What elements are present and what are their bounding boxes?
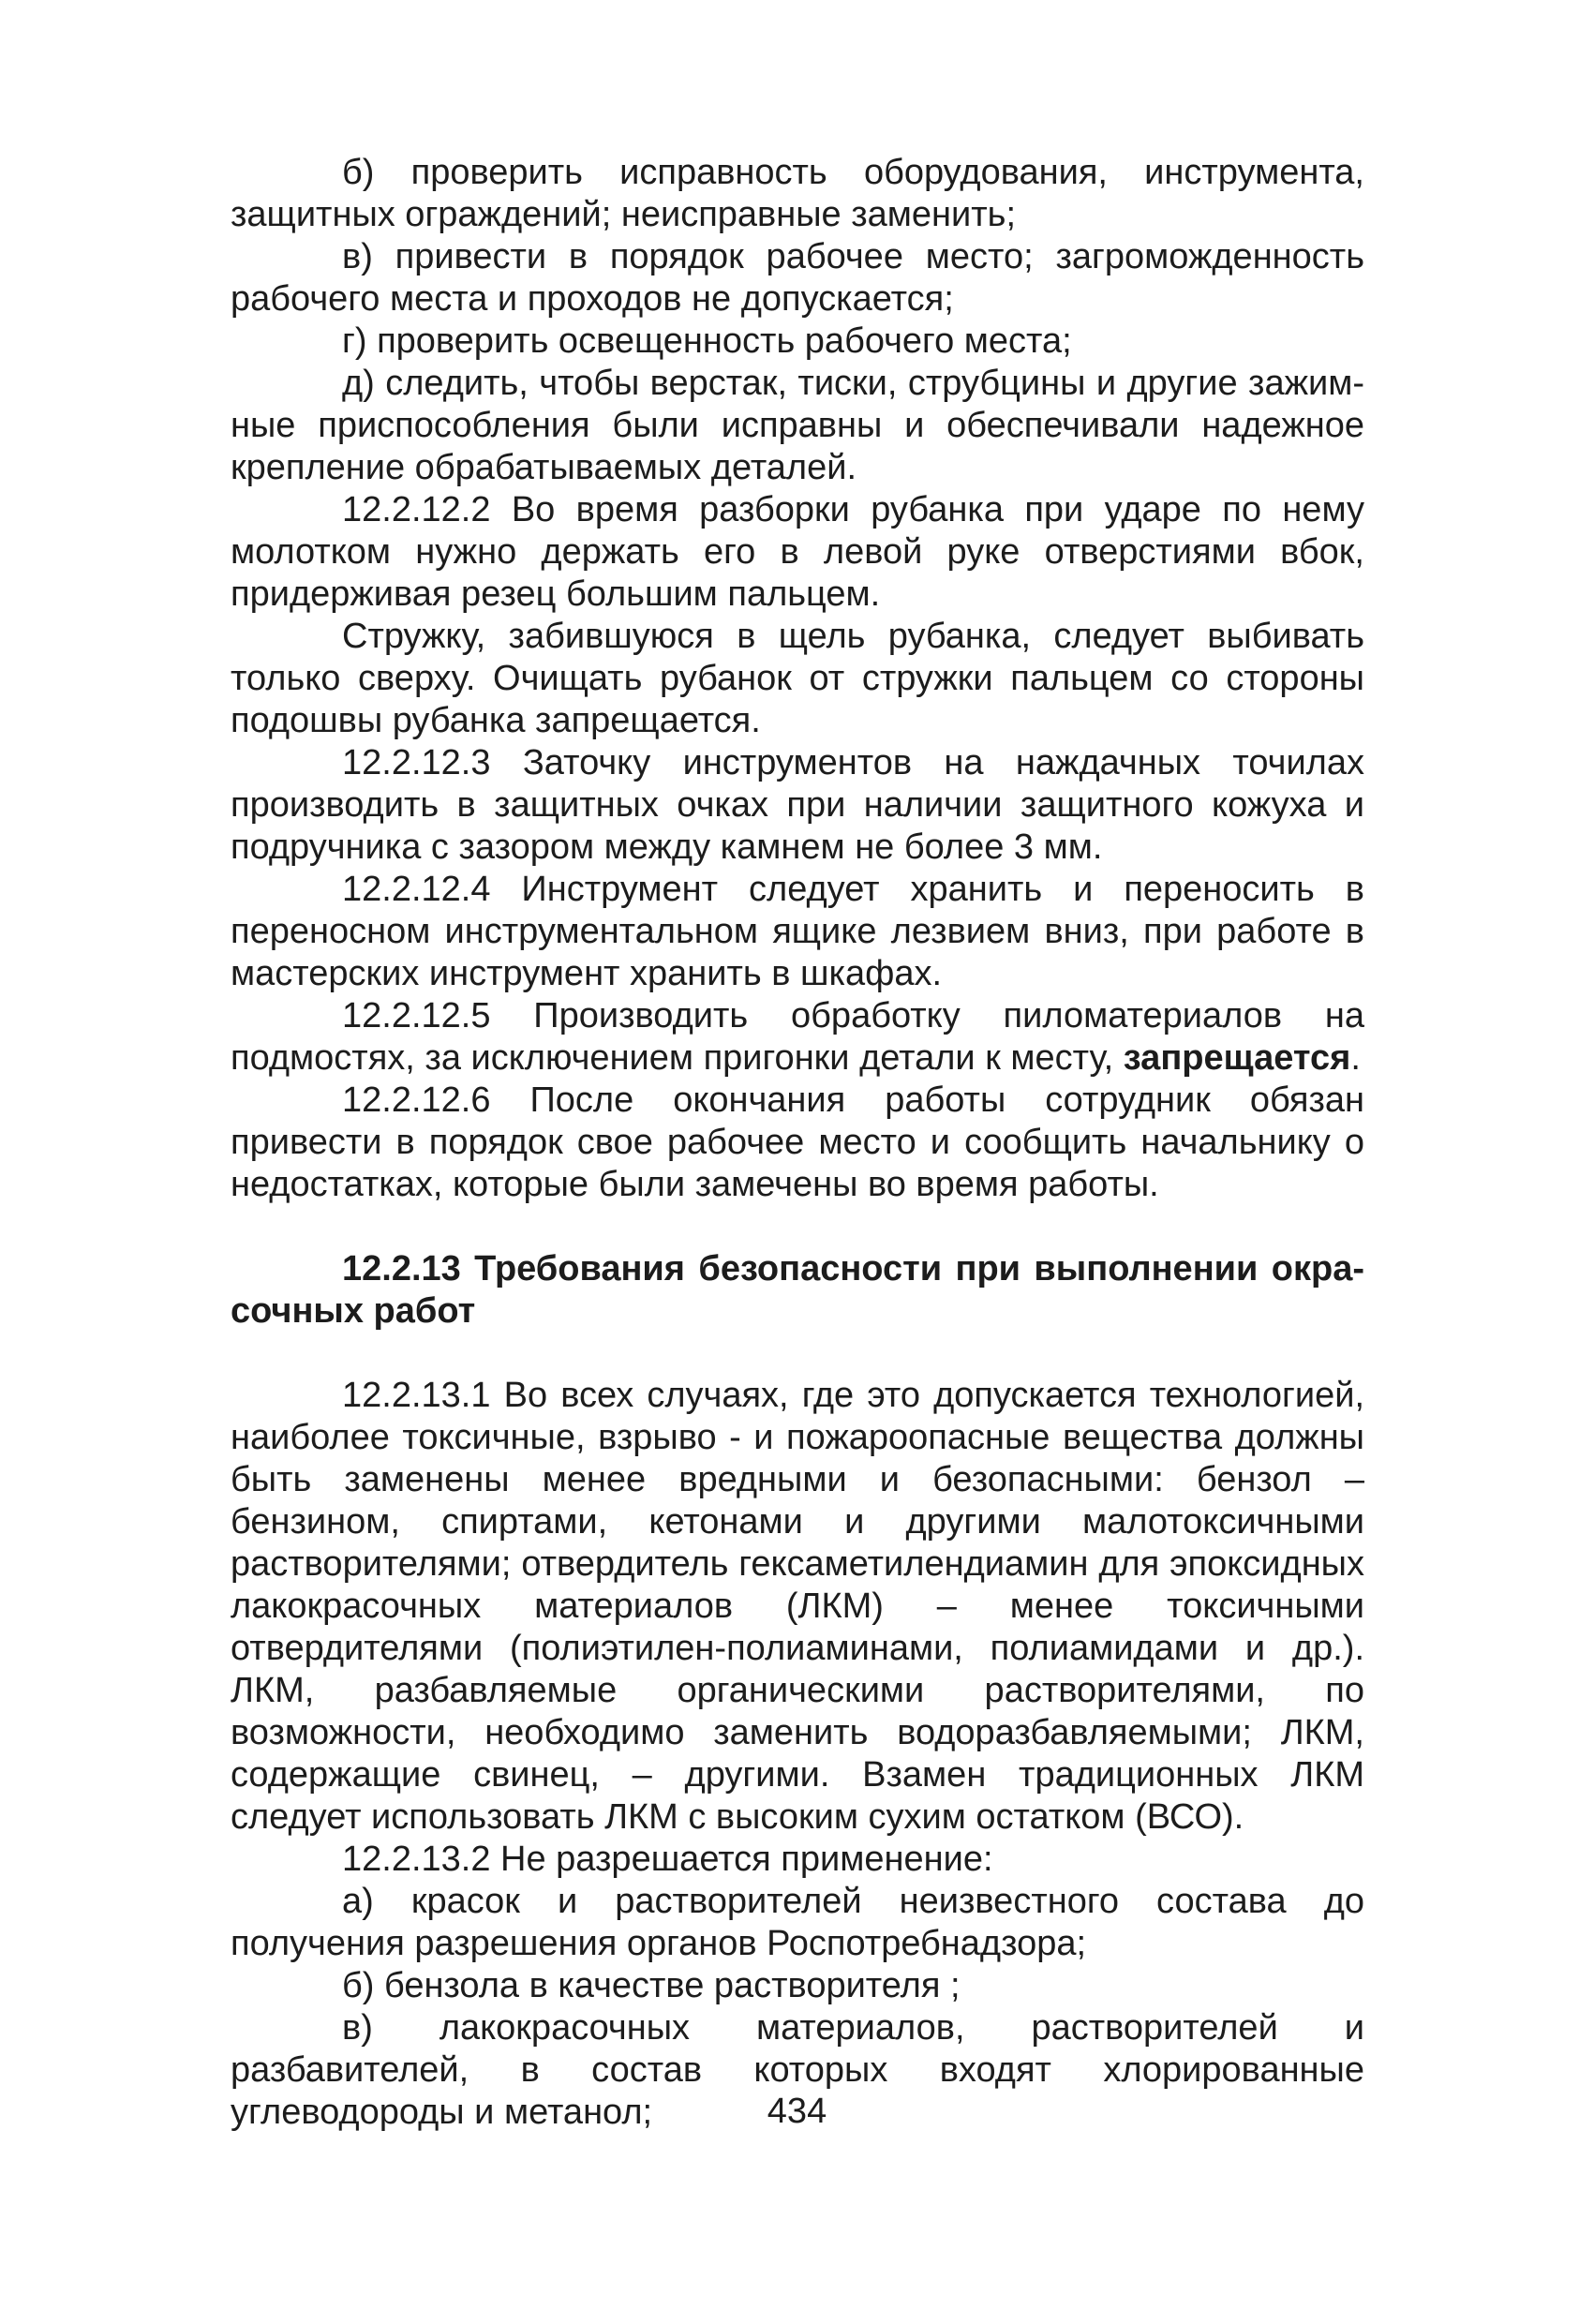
- paragraph-shavings: Стружку, забившуюся в щель рубанка, следует выбивать только сверху. Очищать рубанок от стружки пальцем со стороны подошвы рубанка запрещается.: [231, 617, 1364, 740]
- paragraph-12-2-13-1: 12.2.13.1 Во всех случаях, где это допускается технологией, наиболее токсичные, взрыво - и пожароопасные вещества должны быть заменены менее вредными и безопасными: бензол – бензином, спиртами, кетонами и другими малотоксичными растворителями; отвердитель гексаметилендиамин для эпоксидных лакокрасочных материалов (ЛКМ) – менее токсичными отвердителями (полиэтилен-полиаминами, полиамидами и др.). ЛКМ, разбавляемые органическими растворителями, по возможности, необходимо заменить водоразбавляемыми; ЛКМ, содержащие свинец, – другими. Взамен традиционных ЛКМ следует использовать ЛКМ с высоким сухим остатком (ВСО).: [231, 1376, 1364, 1837]
- paragraph-12-2-12-5-text: 12.2.12.5 Производить обработку пиломатериалов на подмостях, за исключением пригонки детали к месту,: [231, 996, 1364, 1078]
- prohibited-emphasis: запрещается: [1123, 1038, 1351, 1078]
- paragraph-item-v: в) привести в порядок рабочее место; загроможденность рабочего места и проходов не допускается;: [231, 237, 1364, 319]
- paragraph-item-b2: б) бензола в качестве растворителя ;: [342, 1966, 961, 2005]
- paragraph-12-2-13-2: 12.2.13.2 Не разрешается применение:: [342, 1840, 993, 1879]
- paragraph-item-v2: в) лакокрасочных материалов, растворителей и разбавителей, в состав которых входят хлорированные углеводороды и метанол;: [231, 2008, 1364, 2132]
- paragraph-12-2-12-3: 12.2.12.3 Заточку инструментов на наждачных точилах производить в защитных очках при наличии защитного кожуха и подручника с зазором между камнем не более 3 мм.: [231, 743, 1364, 867]
- paragraph-12-2-12-5: [231, 995, 1364, 1080]
- paragraph-item-g: г) проверить освещенность рабочего места;: [342, 321, 1072, 361]
- body-text: [231, 152, 1364, 2134]
- paragraph-12-2-12-4: 12.2.12.4 Инструмент следует хранить и переносить в переносном инструментальном ящике лезвием вниз, при работе в мастерских инструмент хранить в шкафах.: [231, 870, 1364, 993]
- paragraph-12-2-12-5-tail: .: [1350, 1038, 1361, 1078]
- paragraph-item-d: д) следить, чтобы верстак, тиски, струбцины и другие зажимные приспособления были исправны и обеспечивали надежное крепление обрабатываемых деталей.: [231, 364, 1364, 487]
- paragraph-12-2-12-6: 12.2.12.6 После окончания работы сотрудник обязан привести в порядок свое рабочее место и сообщить начальнику о недостатках, которые были замечены во время работы.: [231, 1080, 1364, 1204]
- page-number: 434: [767, 2092, 827, 2131]
- paragraph-item-b: б) проверить исправность оборудования, инструмента, защитных ограждений; неисправные заменить;: [231, 153, 1364, 234]
- section-heading-12-2-13: 12.2.13 Требования безопасности при выполнении окрасочных работ: [231, 1249, 1364, 1331]
- paragraph-12-2-12-2: 12.2.12.2 Во время разборки рубанка при ударе по нему молотком нужно держать его в левой руке отверстиями вбок, придерживая резец большим пальцем.: [231, 490, 1364, 614]
- paragraph-item-a: а) красок и растворителей неизвестного состава до получения разрешения органов Роспотребнадзора;: [231, 1882, 1364, 1963]
